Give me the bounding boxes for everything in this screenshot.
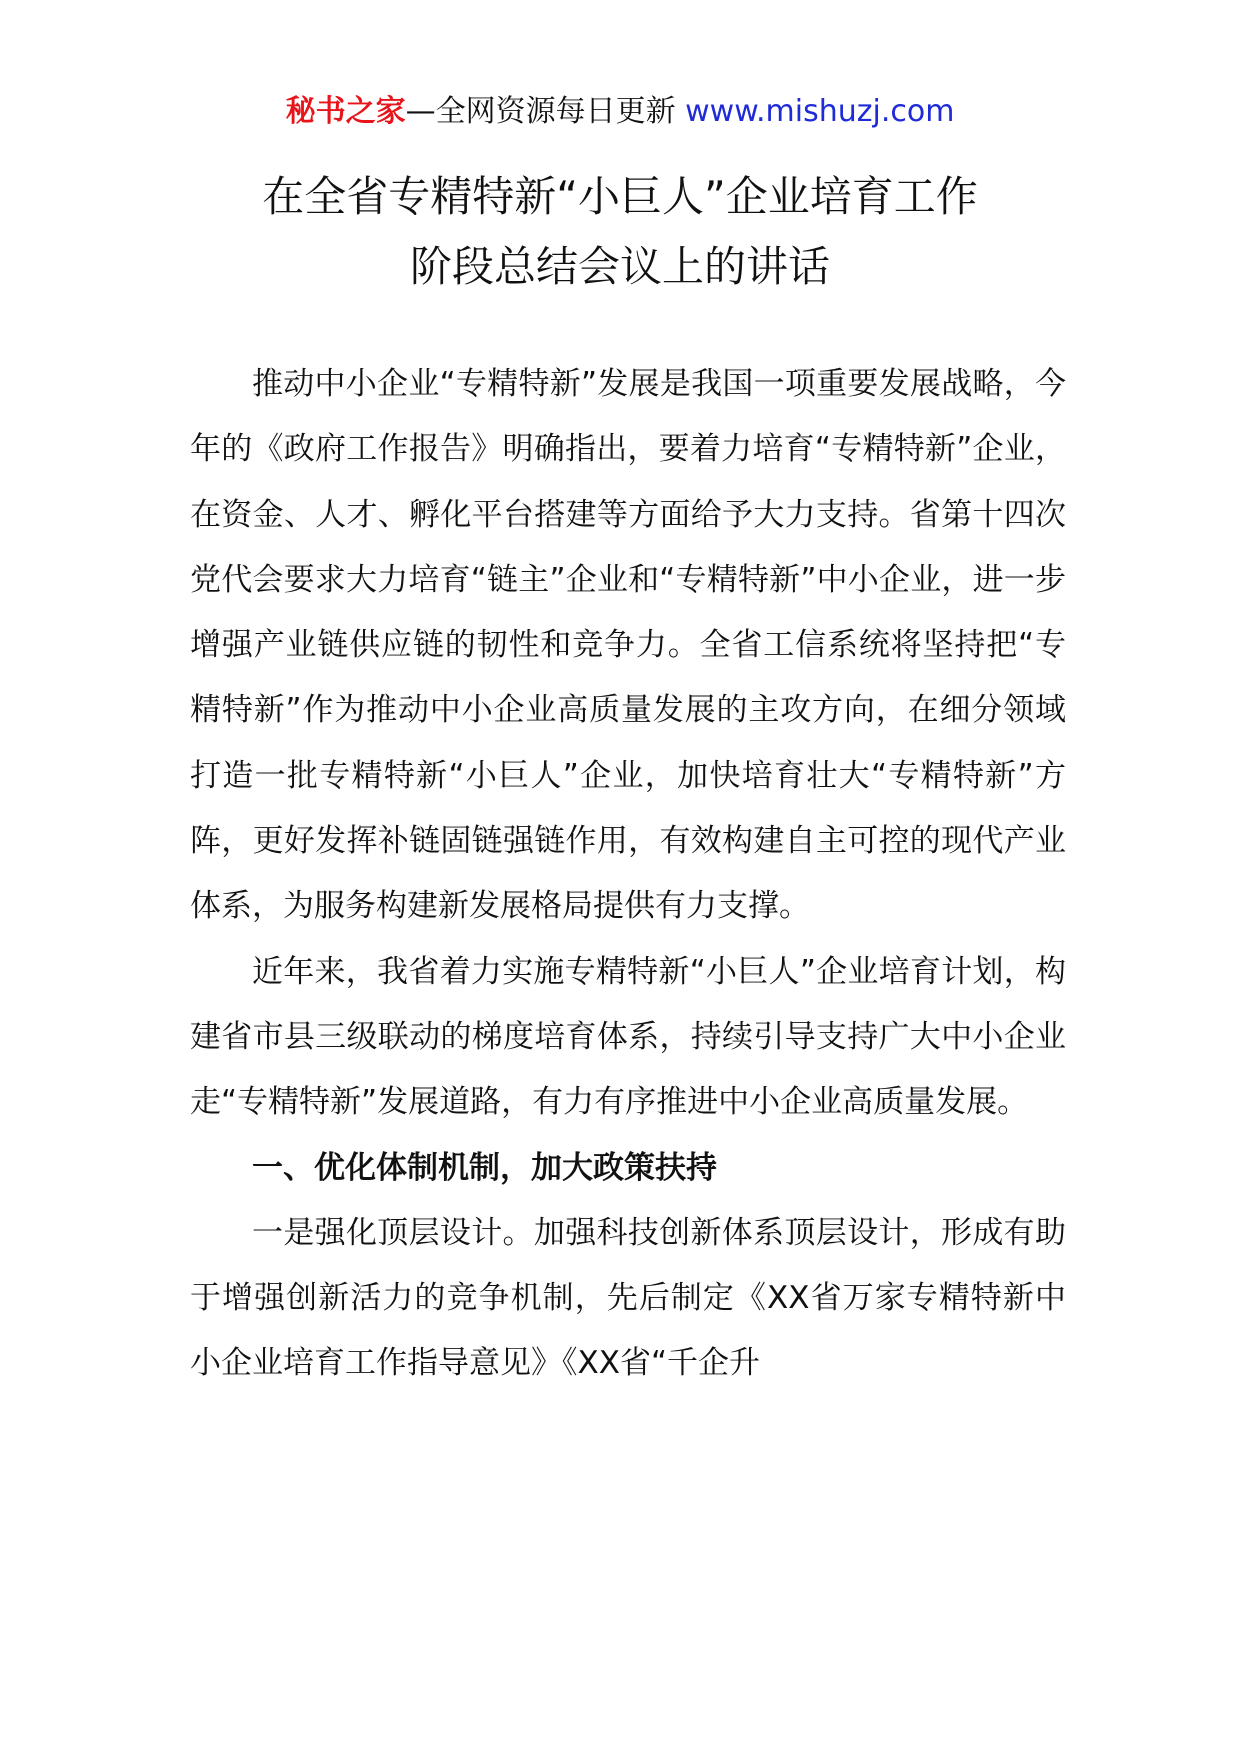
document-body — [190, 352, 1066, 1397]
website-link[interactable]: www.mishuzj.com — [685, 94, 955, 129]
title-line-1: 在全省专精特新“小巨人”企业培育工作 — [262, 172, 978, 221]
paragraph-overview: 近年来，我省着力实施专精特新“小巨人”企业培育计划，构建省市县三级联动的梯度培育体系，持续引导支持广大中小企业走“专精特新”发展道路，有力有序推进中小企业高质量发展。 — [190, 953, 1066, 1121]
brand-name: 秘书之家 — [285, 94, 406, 129]
section-heading-1: 一、优化体制机制，加大政策扶持 — [252, 1149, 717, 1186]
banner-slogan: —全网资源每日更新 — [405, 94, 686, 129]
paragraph-top-level-design: 一是强化顶层设计。加强科技创新体系顶层设计，形成有助于增强创新活力的竞争机制，先后制定《XX省万家专精特新中小企业培育工作指导意见》《XX省“千企升 — [190, 1214, 1066, 1382]
site-banner — [0, 92, 1240, 132]
paragraph-intro: 推动中小企业“专精特新”发展是我国一项重要发展战略，今年的《政府工作报告》明确指出，要着力培育“专精特新”企业，在资金、人才、孵化平台搭建等方面给予大力支持。省第十四次党代会要求大力培育“链主”企业和“专精特新”中小企业，进一步增强产业链供应链的韧性和竞争力。全省工信系统将坚持把“专精特新”作为推动中小企业高质量发展的主攻方向，在细分领域打造一批专精特新“小巨人”企业，加快培育壮大“专精特新”方阵，更好发挥补链固链强链作用，有效构建自主可控的现代产业体系，为服务构建新发展格局提供有力支撑。 — [190, 366, 1066, 925]
document-title — [0, 162, 1240, 302]
title-line-2: 阶段总结会议上的讲话 — [409, 242, 830, 291]
